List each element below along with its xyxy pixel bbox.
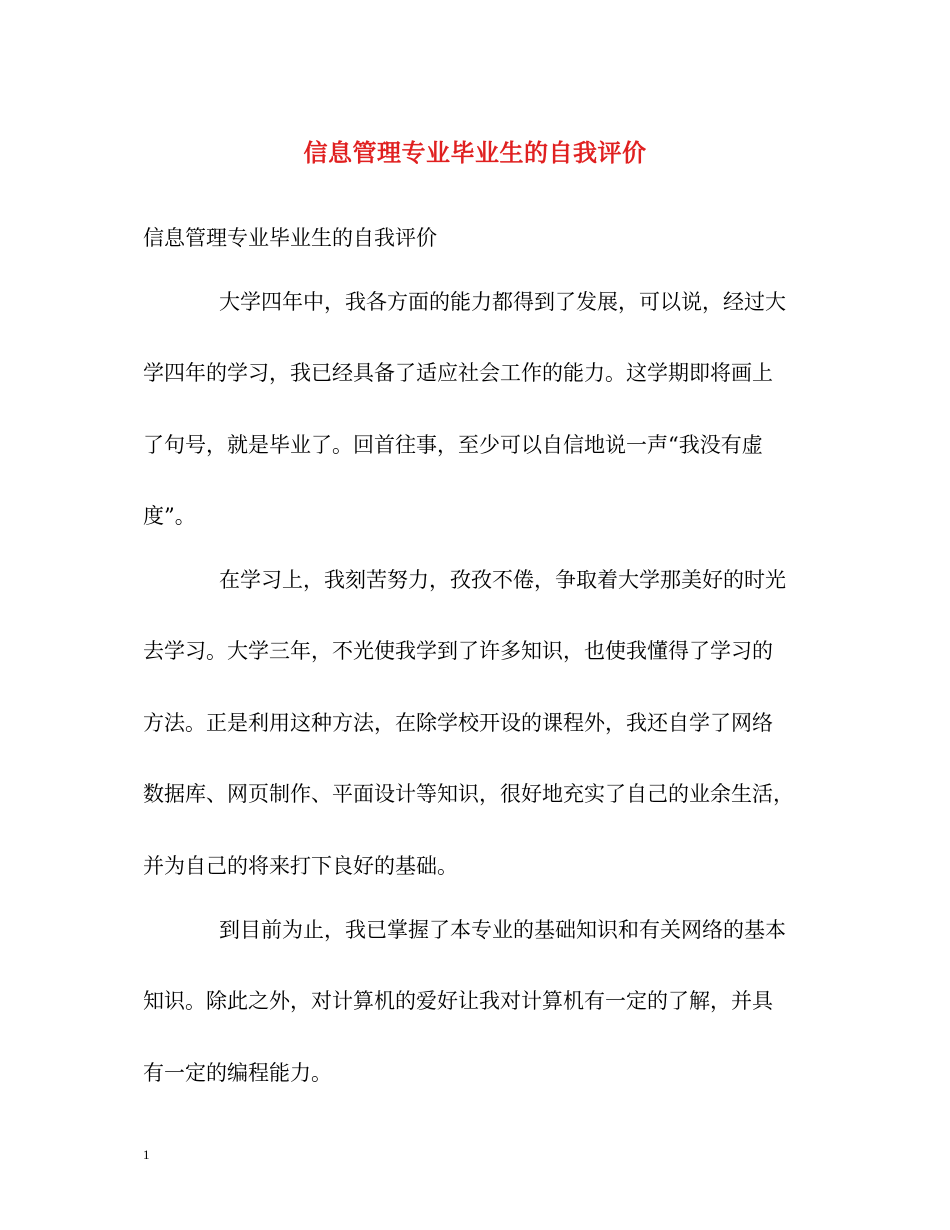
paragraph-line: 了句号，就是毕业了。回首往事，至少可以自信地说一声“我没有虚 xyxy=(143,433,763,457)
paragraph-line: 并为自己的将来打下良好的基础。 xyxy=(143,854,458,878)
document-subtitle: 信息管理专业毕业生的自我评价 xyxy=(143,226,437,250)
paragraph-line: 方法。正是利用这种方法，在除学校开设的课程外，我还自学了网络 xyxy=(143,711,773,735)
paragraph-line: 知识。除此之外，对计算机的爱好让我对计算机有一定的了解，并具 xyxy=(143,989,773,1013)
page-number: 1 xyxy=(143,1147,150,1162)
paragraph-line: 度”。 xyxy=(143,504,196,528)
paragraph-line: 大学四年中，我各方面的能力都得到了发展，可以说，经过大 xyxy=(219,290,786,314)
paragraph-line: 数据库、网页制作、平面设计等知识，很好地充实了自己的业余生活， xyxy=(143,782,794,806)
paragraph-line: 有一定的编程能力。 xyxy=(143,1061,332,1085)
paragraph-line: 到目前为止，我已掌握了本专业的基础知识和有关网络的基本 xyxy=(219,918,786,942)
paragraph-line: 在学习上，我刻苦努力，孜孜不倦，争取着大学那美好的时光 xyxy=(219,568,786,592)
paragraph-line: 去学习。大学三年，不光使我学到了许多知识，也使我懂得了学习的 xyxy=(143,639,773,663)
document-title: 信息管理专业毕业生的自我评价 xyxy=(303,138,647,167)
paragraph-line: 学四年的学习，我已经具备了适应社会工作的能力。这学期即将画上 xyxy=(143,361,773,385)
